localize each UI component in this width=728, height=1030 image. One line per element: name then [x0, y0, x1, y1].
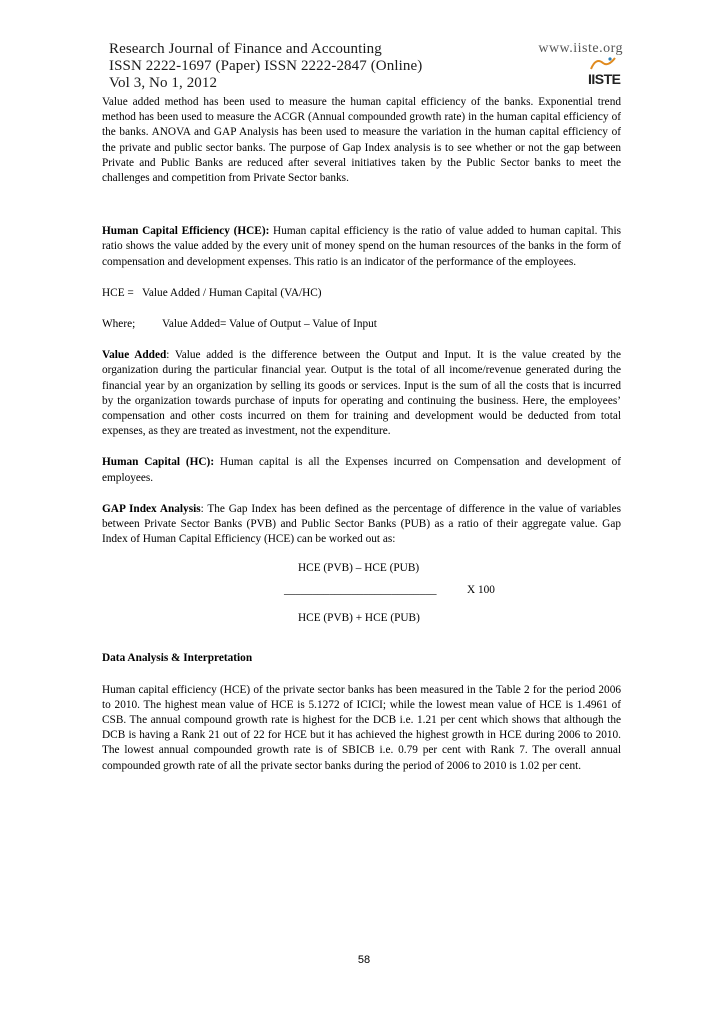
volume-line: Vol 3, No 1, 2012 [109, 75, 218, 91]
section-heading [102, 651, 621, 666]
formula-numerator: HCE (PVB) – HCE (PUB) [298, 562, 420, 575]
human-capital-definition: Human capital is all the Expenses incurred on Compensation and development of employees. [102, 456, 621, 484]
hce-term: Human Capital Efficiency (HCE): [102, 225, 270, 238]
journal-title: Research Journal of Finance and Accounting [109, 41, 382, 57]
human-capital-term: Human Capital (HC): [102, 456, 215, 469]
human-capital-paragraph [102, 455, 621, 485]
intro-paragraph: Value added method has been used to measure the human capital efficiency of the banks. Exponential trend method has been used to measure the ACGR (Annual compounded growth rate) in the human capital efficiency of the banks. ANOVA and GAP Analysis has been used to measure the variation in the human capital efficiency of the private and public sector banks. The purpose of Gap Index analysis is to see whether or not the gap between Private and Public Banks are reduced after several initiatives taken by the Public Sector banks to meet the challenges and competition from Private Sector banks. [102, 96, 621, 185]
where-line [102, 317, 621, 332]
formula-denominator: HCE (PVB) + HCE (PUB) [298, 612, 420, 625]
issn-line: ISSN 2222-1697 (Paper) ISSN 2222-2847 (Online) [109, 58, 423, 74]
iiste-logo [588, 55, 621, 89]
hce-definition: Human capital efficiency is the ratio of value added to human capital. This ratio shows the value added by the every unit of money spend on the human resources of the banks in the form of compensation and development expenses. This ratio is an indicator of the performance of the employees. [102, 225, 621, 268]
analysis-paragraph: Human capital efficiency (HCE) of the private sector banks has been measured in the Table 2 for the period 2006 to 2010. The highest mean value of HCE is 5.1272 of ICICI; while the lowest mean value of HCE is 1.4961 of CSB. The annual compound growth rate is highest for the DCB i.e. 1.21 per cent which shows that although the DCB is having a Rank 21 out of 22 for HCE but it has achieved the highest growth in HCE during 2006 to 2010. The lowest annual compounded growth rate is of SBICB i.e. 0.79 per cent with Rank 7. The overall annual compounded growth rate of all the private sector banks during the period of 2006 to 2010 is 1.02 per cent. [102, 683, 621, 772]
gap-index-definition: : The Gap Index has been defined as the percentage of difference in the value of variables between Private Sector Banks (PVB) and Public Sector Banks (PUB) as a ratio of their aggregate value. Gap Index of Human Capital Efficiency (HCE) can be worked out as: [102, 502, 621, 546]
logo-mark-icon [588, 55, 618, 71]
page-header [109, 41, 629, 92]
hce-formula-line [102, 286, 621, 301]
analysis-heading: Data Analysis & Interpretation [102, 652, 253, 665]
where-text: Value Added= Value of Output – Value of Input [162, 318, 377, 331]
gap-index-paragraph [102, 502, 621, 548]
value-added-term: Value Added [102, 349, 167, 362]
website-url[interactable]: www.iiste.org [538, 41, 623, 56]
value-added-definition: : Value added is the difference between the Output and Input. It is the value created by the organization during the particular financial year. Output is the total of all income/revenue generated during the financial year by an organization by selling its goods or services. Input is the sum of all the costs that is incurred by the organization towards purchase of inputs for operating and continuing the business. Here, the employees’ compensation and other costs incurred on them for training and development would be deducted from total expenses, as they are treated as investment, not the expenditure. [102, 349, 621, 438]
value-added-paragraph [102, 348, 621, 439]
formula-fraction-line: ___________________________ [284, 584, 437, 597]
where-label: Where; [102, 318, 136, 331]
hce-formula-label: HCE = [102, 286, 134, 299]
formula-multiplier: X 100 [467, 584, 495, 597]
logo-text: IISTE [588, 71, 621, 87]
hce-paragraph [102, 224, 621, 270]
article-body [102, 95, 621, 774]
page-number: 58 [357, 954, 371, 966]
hce-formula: Value Added / Human Capital (VA/HC) [142, 286, 322, 299]
gap-index-formula [102, 561, 621, 635]
gap-index-term: GAP Index Analysis [102, 502, 201, 515]
